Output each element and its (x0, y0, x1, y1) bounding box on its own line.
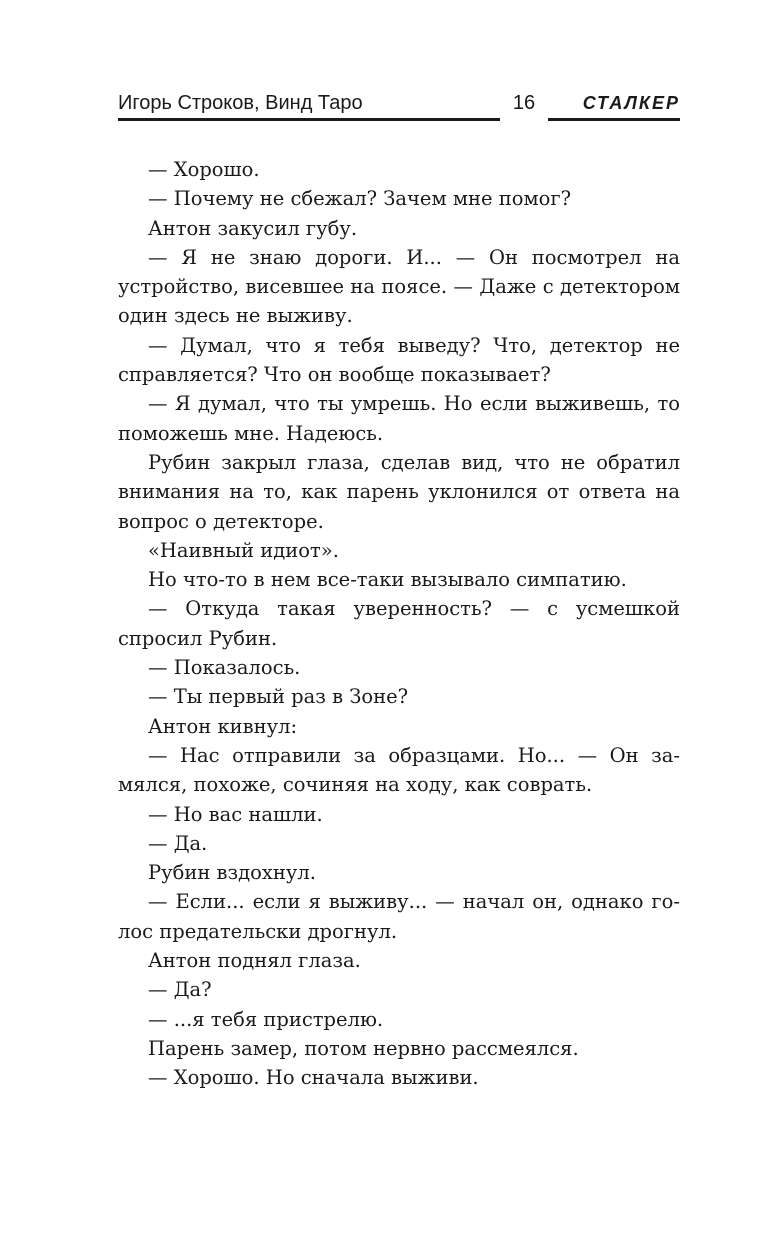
paragraph: Антон закусил губу. (148, 216, 358, 240)
paragraph: Антон поднял глаза. (148, 949, 361, 973)
paragraph: — Нас отправили за образцами. Но... — Он замялся, похоже, сочиняя на ходу, как соврать. (118, 743, 680, 797)
paragraph: — Показалось. (148, 656, 301, 680)
paragraph: — Я не знаю дороги. И... — Он посмотрел на устройство, висевшее на поясе. — Даже с детектором один здесь не выживу. (118, 245, 680, 328)
paragraph: Рубин закрыл глаза, сделав вид, что не обратил внимания на то, как парень уклонился от ответа на вопрос о детекторе. (118, 450, 680, 533)
paragraph: — ...я тебя пристрелю. (148, 1007, 384, 1031)
page-number: 16 (512, 92, 536, 114)
paragraph: — Я думал, что ты умрешь. Но если выживешь, то поможешь мне. Надеюсь. (118, 392, 680, 445)
paragraph: — Ты первый раз в Зоне? (148, 685, 409, 709)
paragraph: — Если... если я выживу... — начал он, однако голос предательски дрогнул. (118, 890, 680, 943)
paragraph: Но что-то в нем все-таки вызывало симпатию. (148, 568, 627, 592)
header-series-title: СТАЛКЕР (548, 90, 680, 121)
running-header (118, 90, 680, 122)
page-body-text (118, 155, 680, 1093)
paragraph: Антон кивнул: (148, 714, 298, 738)
paragraph: — Но вас нашли. (148, 802, 323, 826)
header-authors: Игорь Строков, Винд Таро (118, 90, 500, 121)
paragraph: Рубин вздохнул. (148, 861, 316, 885)
paragraph: — Откуда такая уверенность? — с усмешкой спросил Рубин. (118, 597, 680, 650)
paragraph: — Хорошо. (148, 158, 260, 181)
paragraph: — Почему не сбежал? Зачем мне помог? (148, 187, 572, 211)
paragraph: — Хорошо. Но сначала выживи. (148, 1066, 479, 1090)
paragraph: — Да. (148, 831, 208, 855)
paragraph: «Наивный идиот». (148, 538, 339, 562)
paragraph: Парень замер, потом нервно рассмеялся. (148, 1036, 579, 1060)
paragraph: — Да? (148, 978, 212, 1002)
paragraph: — Думал, что я тебя выведу? Что, детектор не справляется? Что он вообще показывает? (118, 333, 680, 387)
